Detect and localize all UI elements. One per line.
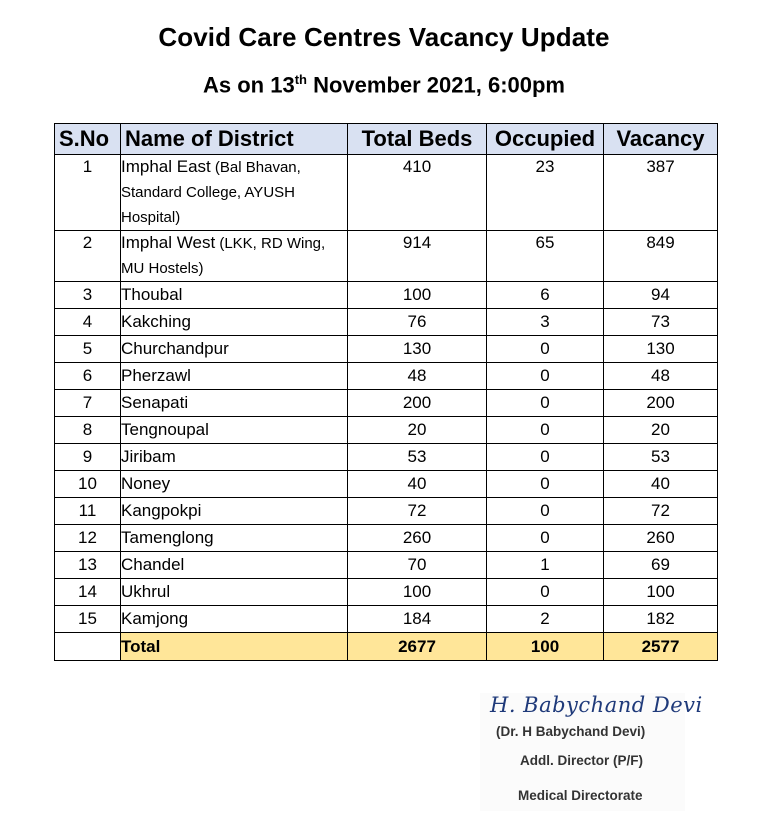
table-header-row [55,124,718,155]
total-beds-cell: 100 [348,282,487,309]
district-cell [121,579,348,606]
district-name: Kangpokpi [121,501,202,520]
occupied-cell: 0 [487,417,604,444]
sno-cell: 4 [55,309,121,336]
occupied-cell: 0 [487,363,604,390]
occupied-cell: 0 [487,390,604,417]
district-cell [121,363,348,390]
district-name: Ukhrul [121,582,171,601]
occupied-cell: 65 [487,231,604,282]
total-vacancy-sum: 2577 [604,633,718,661]
vacancy-cell: 94 [604,282,718,309]
district-cell [121,606,348,633]
sno-cell: 5 [55,336,121,363]
district-cell [121,231,348,282]
total-beds-cell: 100 [348,579,487,606]
district-note: (LKK, RD Wing, MU Hostels) [121,235,326,277]
table-row [55,309,718,336]
occupied-cell: 0 [487,336,604,363]
signature-block [480,693,703,811]
total-beds-cell: 184 [348,606,487,633]
sno-cell: 6 [55,363,121,390]
vacancy-cell: 182 [604,606,718,633]
district-cell [121,444,348,471]
district-cell [121,390,348,417]
table-row [55,579,718,606]
total-row [55,633,718,661]
vacancy-cell: 53 [604,444,718,471]
total-beds-cell: 410 [348,155,487,231]
occupied-cell: 0 [487,444,604,471]
table-row [55,231,718,282]
subtitle-prefix: As on 13 [202,72,295,98]
district-cell [121,309,348,336]
table-row [55,552,718,579]
total-beds-cell: 200 [348,390,487,417]
district-name: Churchandpur [121,339,229,358]
occupied-cell: 23 [487,155,604,231]
total-occupied-sum: 100 [487,633,604,661]
occupied-cell: 0 [487,498,604,525]
district-name: Noney [121,474,171,493]
vacancy-cell: 48 [604,363,718,390]
header-district: Name of District [121,124,348,155]
handwritten-signature: H. Babychand Devi [490,693,703,717]
district-cell [121,552,348,579]
vacancy-cell: 73 [604,309,718,336]
sno-cell: 11 [55,498,121,525]
vacancy-cell: 20 [604,417,718,444]
total-beds-cell: 40 [348,471,487,498]
district-name: Imphal East [121,157,211,176]
sno-cell: 14 [55,579,121,606]
header-sno: S.No [55,124,121,155]
table-body [55,155,718,633]
table-row [55,336,718,363]
sno-cell: 10 [55,471,121,498]
vacancy-cell: 200 [604,390,718,417]
total-sno-cell [55,633,121,661]
signatory-designation: Addl. Director (P/F) [520,753,644,768]
district-cell [121,155,348,231]
signatory-office: Medical Directorate [518,788,643,803]
header-occupied: Occupied [487,124,604,155]
vacancy-cell: 100 [604,579,718,606]
occupied-cell: 2 [487,606,604,633]
district-cell [121,417,348,444]
district-name: Tamenglong [121,528,214,547]
total-beds-cell: 260 [348,525,487,552]
sno-cell: 8 [55,417,121,444]
vacancy-cell: 40 [604,471,718,498]
subtitle-superscript: th [294,72,307,87]
table-row [55,282,718,309]
occupied-cell: 0 [487,525,604,552]
district-name: Jiribam [121,447,176,466]
vacancy-cell: 72 [604,498,718,525]
vacancy-cell: 69 [604,552,718,579]
occupied-cell: 3 [487,309,604,336]
sno-cell: 15 [55,606,121,633]
district-name: Tengnoupal [121,420,209,439]
table-row [55,498,718,525]
occupied-cell: 6 [487,282,604,309]
district-note: (Bal Bhavan, Standard College, AYUSH Hospital) [121,159,301,226]
header-total-beds: Total Beds [348,124,487,155]
sno-cell: 1 [55,155,121,231]
vacancy-cell: 387 [604,155,718,231]
table-row [55,417,718,444]
district-name: Senapati [121,393,189,412]
signatory-name: (Dr. H Babychand Devi) [496,724,646,739]
occupied-cell: 0 [487,579,604,606]
table-row [55,606,718,633]
vacancy-table [54,123,718,661]
table-row [55,525,718,552]
sno-cell: 7 [55,390,121,417]
sno-cell: 9 [55,444,121,471]
district-cell [121,498,348,525]
vacancy-cell: 260 [604,525,718,552]
occupied-cell: 0 [487,471,604,498]
total-beds-cell: 53 [348,444,487,471]
total-beds-cell: 70 [348,552,487,579]
vacancy-cell: 130 [604,336,718,363]
district-name: Imphal West [121,233,216,252]
district-cell [121,525,348,552]
total-beds-cell: 20 [348,417,487,444]
table-row [55,155,718,231]
sno-cell: 2 [55,231,121,282]
page-subtitle [0,72,768,98]
total-beds-cell: 130 [348,336,487,363]
district-cell [121,282,348,309]
sno-cell: 12 [55,525,121,552]
total-beds-cell: 76 [348,309,487,336]
subtitle-suffix: November 2021, 6:00pm [306,72,565,98]
table-row [55,444,718,471]
sno-cell: 3 [55,282,121,309]
table-row [55,390,718,417]
total-beds-cell: 48 [348,363,487,390]
district-name: Pherzawl [121,366,191,385]
total-beds-sum: 2677 [348,633,487,661]
district-name: Kamjong [121,609,189,628]
page-title: Covid Care Centres Vacancy Update [158,22,610,52]
table-row [55,471,718,498]
table-row [55,363,718,390]
total-beds-cell: 914 [348,231,487,282]
district-name: Thoubal [121,285,183,304]
district-name: Kakching [121,312,191,331]
vacancy-cell: 849 [604,231,718,282]
header-vacancy: Vacancy [604,124,718,155]
occupied-cell: 1 [487,552,604,579]
total-beds-cell: 72 [348,498,487,525]
sno-cell: 13 [55,552,121,579]
district-cell [121,336,348,363]
total-label: Total [121,633,348,661]
district-name: Chandel [121,555,185,574]
district-cell [121,471,348,498]
